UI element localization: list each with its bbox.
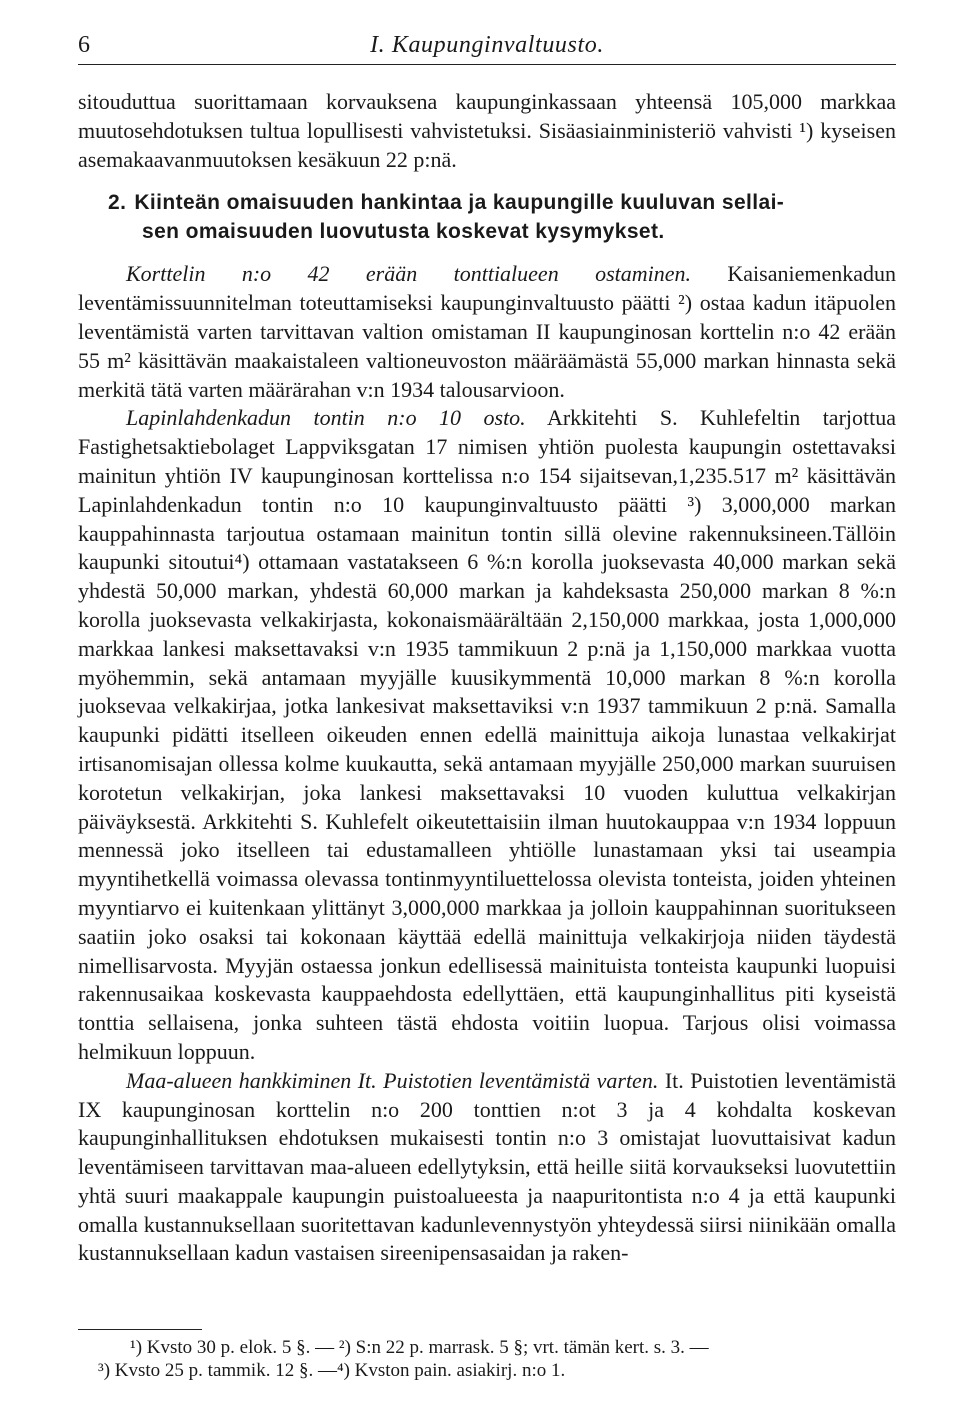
paragraph-item-1	[78, 260, 896, 404]
footnote-rule	[78, 1329, 202, 1330]
paragraph-item-3	[78, 1067, 896, 1269]
section-title-line1: Kiinteän omaisuuden hankintaa ja kaupungille kuuluvan sellai-	[134, 191, 785, 215]
header-rule	[78, 64, 896, 65]
text-item-3: It. Puistotien leventämistä IX kaupunginosan korttelin n:o 200 tonttien n:ot 3 ja 4 kohdalta koskevan kaupunginhallituksen ehdotuksen mukaisesti tontin n:o 3 omistajat luovuttaisivat kadun leventämiseen tarvittavan maa-alueen edellytyksin, että heille siitä korvaukseksi luovutettiin yhtä suuri maakappale kaupungin puistoalueesta ja naapuritontista n:o 4 ja että kaupunki omalla kustannuksellaan suoritettavan kadunlevennystyön yhteydessä siirsi niinikään omalla kustannuksellaan kadun vastaisen sireenipensasaidan ja raken-	[78, 1067, 896, 1266]
footnote-line-1: ¹) Kvsto 30 p. elok. 5 §. — ²) S:n 22 p. marrask. 5 §; vrt. tämän kert. s. 3. —	[130, 1337, 709, 1358]
footnotes	[98, 1336, 896, 1382]
section-title-line2: sen omaisuuden luovutusta koskevat kysymykset.	[142, 220, 665, 244]
section-heading	[78, 188, 896, 246]
section-number: 2.	[108, 191, 127, 215]
paragraph-item-2	[78, 404, 896, 1066]
intro-paragraph: sitouduttua suorittamaan korvauksena kaupunginkassaan yhteensä 105,000 markkaa muutosehdotuksen tultua lopullisesti vahvistetuksi. Sisäasiainministeriö vahvisti ¹) kyseisen asemakaavanmuutoksen kesäkuun 22 p:nä.	[78, 89, 896, 172]
page-header	[78, 30, 896, 60]
subheading-item-2: Lapinlahdenkadun tontin n:o 10 osto.	[126, 405, 526, 431]
footnote-line-2: ³) Kvsto 25 p. tammik. 12 §. —⁴) Kvston pain. asiakirj. n:o 1.	[98, 1360, 566, 1381]
page-number: 6	[78, 32, 90, 58]
text-item-1: Kaisaniemenkadun leventämissuunnitelman toteuttamiseksi kaupunginvaltuusto päätti ²) ostaa kadun itäpuolen leventämistä varten tarvittavan valtion omistaman II kaupunginosan korttelin n:o 42 erään 55 m² käsittävän maakaistaleen valtioneuvoston määräämästä 55,000 markan hinnasta sekä merkitä tätä varten määrärahan v:n 1934 talousarvioon.	[78, 261, 896, 402]
page-body	[78, 88, 896, 1268]
subheading-item-1: Korttelin n:o 42 erään tonttialueen ostaminen.	[126, 261, 692, 287]
subheading-item-3: Maa-alueen hankkiminen It. Puistotien leventämistä varten.	[126, 1067, 659, 1093]
text-item-2: Arkkitehti S. Kuhlefeltin tarjottua Fastighetsaktiebolaget Lappviksgatan 17 nimisen yhtiön puolesta kaupungin ostettavaksi mainitun yhtiön IV kaupunginosan korttelissa n:o 154 sijaitsevan,1,235.517 m² käsittävän Lapinlahdenkadun tontin n:o 10 kaupunginvaltuusto päätti ³) 3,000,000 markan kauppahinnasta tarjoutua ostamaan mainitun tontin sillä olevine rakennuksineen.Tällöin kaupunki sitoutui⁴) ottamaan vastatakseen 6 %:n korolla juoksevasta 40,000 markan sekä yhdestä 50,000 markan, yhdestä 60,000 markan ja kahdeksasta 250,000 markan 8 %:n korolla juoksevasta velkakirjasta, kokonaismäärältään 2,150,000 markkaa, josta 1,000,000 markkaa lankesi maksettavaksi v:n 1935 tammikuun 2 p:nä ja 1,150,000 markkaa vuotta myöhemmin, sekä antamaan myyjälle kuusikymmentä 10,000 markan 8 %:n korolla juoksevaa velkakirjaa, jotka lankesivat maksettaviksi v:n 1937 tammikuun 2 p:nä. Samalla kaupunki pidätti itselleen oikeuden ennen edellä mainittuja aikoja lunastaa velkakirjat irtisanomisajan ollessa kolme kuukautta, sekä antamaan myyjälle 250,000 markan suuruisen korotetun velkakirjan, joka lankesi maksettavaksi 10 vuoden kuluttua velkakirjan päiväyksestä. Arkkitehti S. Kuhlefelt oikeutettaisiin ilman huutokauppaa v:n 1934 loppuun mennessä joko itselleen tai edustamalleen yhtiölle lunastamaan yksi tai useampia myyntihetkellä voimassa olevassa tontinmyyntiluettelossa olevista tonteista, joiden yhteinen myyntiarvo ei kuitenkaan ylittänyt 3,000,000 markkaa ja jolloin kauppahinnan suoritukseen saatiin joko osaksi tai kokonaan käyttää edellä mainittuja velkakirjoja niiden täydestä nimellisarvosta. Myyjän ostaessa jonkun edellisessä mainituista tonteista kaupunki luopuisi rakennusaikaa koskevasta kauppaehdosta edellyttäen, että kaupunginhallitus piti kyseistä tonttia sellaisena, jonka suhteen tästä ehdosta voitiin luopua. Tarjous olisi voimassa helmikuun loppuun.	[78, 405, 896, 1064]
running-title: I. Kaupunginvaltuusto.	[370, 32, 604, 58]
